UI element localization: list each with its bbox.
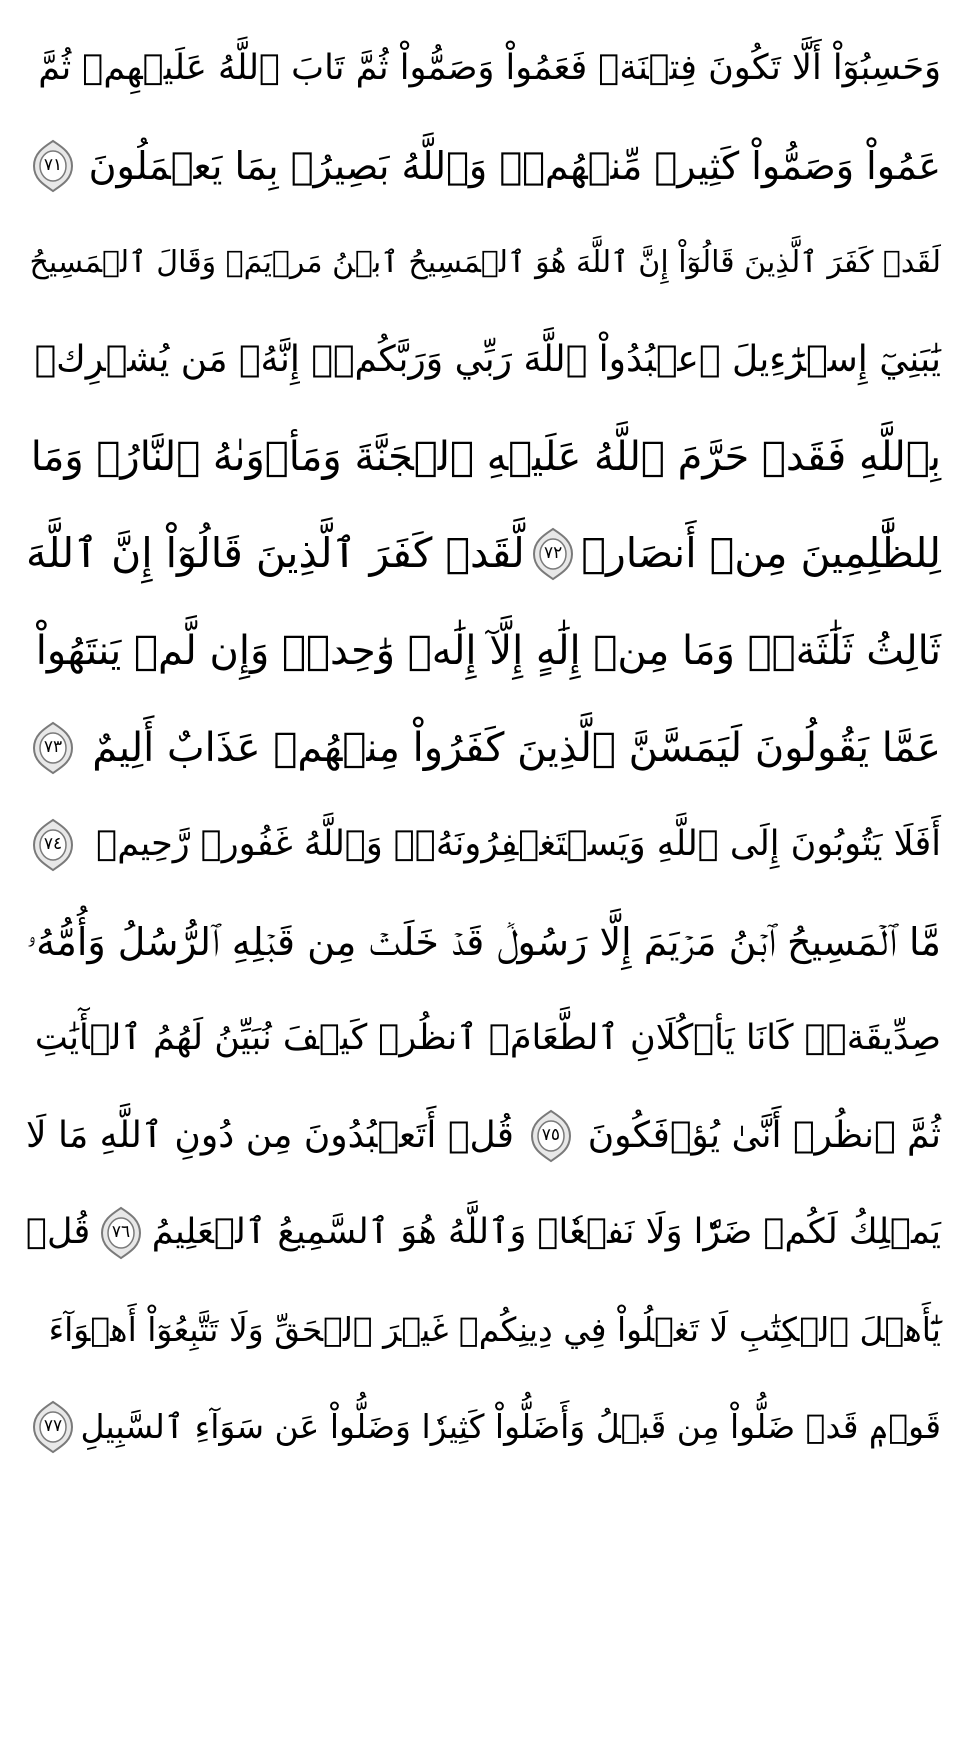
verse-line <box>0 893 965 990</box>
verse-line <box>0 505 965 602</box>
verse-text: ثُمَّ ٱنظُرۡ أَنَّىٰ يُؤۡفَكُونَ <box>587 1114 941 1156</box>
verse-line <box>0 1184 965 1281</box>
ayah-number: ٧١ <box>43 155 63 175</box>
verse-line <box>0 214 965 311</box>
verse-text: قَوۡمٖ قَدۡ ضَلُّواْ مِن قَبۡلُ وَأَضَلُّواْ كَثِيرٗا وَضَلُّواْ عَن سَوَآءِ ٱلسَّبِيلِ <box>80 1407 941 1446</box>
verse-text: عَمَّا يَقُولُونَ لَيَمَسَّنَّ ٱلَّذِينَ كَفَرُواْ مِنۡهُمۡ عَذَابٌ أَلِيمٌ <box>92 724 941 771</box>
verse-line <box>0 1378 965 1475</box>
verse-line <box>0 311 965 408</box>
ayah-number-marker <box>32 1400 74 1454</box>
verse-line <box>0 796 965 893</box>
verse-line <box>0 1087 965 1184</box>
ayah-number: ٧٧ <box>43 1416 63 1436</box>
ayah-number-marker <box>100 1206 142 1260</box>
ayah-number-marker <box>32 139 74 193</box>
verse-line <box>0 20 965 117</box>
ayah-number: ٧٦ <box>111 1222 131 1242</box>
verse-text: يَٰٓأَهۡلَ ٱلۡكِتَٰبِ لَا تَغۡلُواْ فِي دِينِكُمۡ غَيۡرَ ٱلۡحَقِّ وَلَا تَتَّبِعُوٓاْ أَهۡوَآءَ <box>48 1310 941 1349</box>
verse-text: مَّا ٱلۡمَسِيحُ ٱبۡنُ مَرۡيَمَ إِلَّا رَسُولٞ قَدۡ خَلَتۡ مِن قَبۡلِهِ ٱلرُّسُلُ وَأُمُّهُۥ <box>26 919 941 964</box>
ayah-number: ٧٥ <box>541 1125 560 1145</box>
verse-text: لَّقَدۡ كَفَرَ ٱلَّذِينَ قَالُوٓاْ إِنَّ ٱللَّهَ <box>26 529 525 577</box>
verse-line <box>0 990 965 1087</box>
verse-text: عَمُواْ وَصَمُّواْ كَثِيرٞ مِّنۡهُمۡۚ وَٱللَّهُ بَصِيرُۢ بِمَا يَعۡمَلُونَ <box>88 143 941 188</box>
verse-text: قُلۡ أَتَعۡبُدُونَ مِن دُونِ ٱللَّهِ مَا لَا <box>26 1114 514 1156</box>
verse-text: قُلۡ <box>26 1212 91 1252</box>
verse-line <box>0 1281 965 1378</box>
ayah-number-marker <box>530 1109 572 1163</box>
verse-text: لِلظَّٰلِمِينَ مِنۡ أَنصَارٖ <box>581 529 941 577</box>
verse-text: أَفَلَا يَتُوبُونَ إِلَى ٱللَّهِ وَيَسۡتَغۡفِرُونَهُۥۚ وَٱللَّهُ غَفُورٞ رَّحِيمٞ <box>96 824 941 864</box>
verse-text: بِٱللَّهِ فَقَدۡ حَرَّمَ ٱللَّهُ عَلَيۡهِ ٱلۡجَنَّةَ وَمَأۡوَىٰهُ ٱلنَّارُۖ وَمَا <box>30 433 941 480</box>
verse-text: لَقَدۡ كَفَرَ ٱلَّذِينَ قَالُوٓاْ إِنَّ ٱللَّهَ هُوَ ٱلۡمَسِيحُ ٱبۡنُ مَرۡيَمَۖ وَقَالَ ٱلۡمَسِيحُ <box>29 244 941 280</box>
verse-text: وَحَسِبُوٓاْ أَلَّا تَكُونَ فِتۡنَةٞ فَعَمُواْ وَصَمُّواْ ثُمَّ تَابَ ٱللَّهُ عَلَيۡهِمۡ ثُمَّ <box>38 48 941 88</box>
ayah-number-marker <box>532 527 574 581</box>
verse-line <box>0 602 965 699</box>
ayah-number-marker <box>32 818 74 872</box>
ayah-number: ٧٤ <box>43 834 63 854</box>
verse-text: يَمۡلِكُ لَكُمۡ ضَرّٗا وَلَا نَفۡعٗاۚ وَٱللَّهُ هُوَ ٱلسَّمِيعُ ٱلۡعَلِيمُ <box>151 1212 941 1252</box>
verse-line <box>0 699 965 796</box>
verse-line <box>0 408 965 505</box>
verse-text: صِدِّيقَةٞۖ كَانَا يَأۡكُلَانِ ٱلطَّعَامَۗ ٱنظُرۡ كَيۡفَ نُبَيِّنُ لَهُمُ ٱلۡأٓيَٰتِ <box>34 1018 941 1058</box>
verse-text: يَٰبَنِيٓ إِسۡرَٰٓءِيلَ ٱعۡبُدُواْ ٱللَّهَ رَبِّي وَرَبَّكُمۡۖ إِنَّهُۥ مَن يُشۡرِكۡ <box>34 338 941 380</box>
ayah-number: ٧٣ <box>43 737 63 757</box>
verse-line <box>0 117 965 214</box>
verse-text: ثَالِثُ ثَلَٰثَةٖۘ وَمَا مِنۡ إِلَٰهٍ إِلَّآ إِلَٰهٞ وَٰحِدٞۚ وَإِن لَّمۡ يَنتَهُواْ <box>35 627 941 674</box>
ayah-number: ٧٢ <box>543 543 563 563</box>
ayah-number-marker <box>32 721 74 775</box>
